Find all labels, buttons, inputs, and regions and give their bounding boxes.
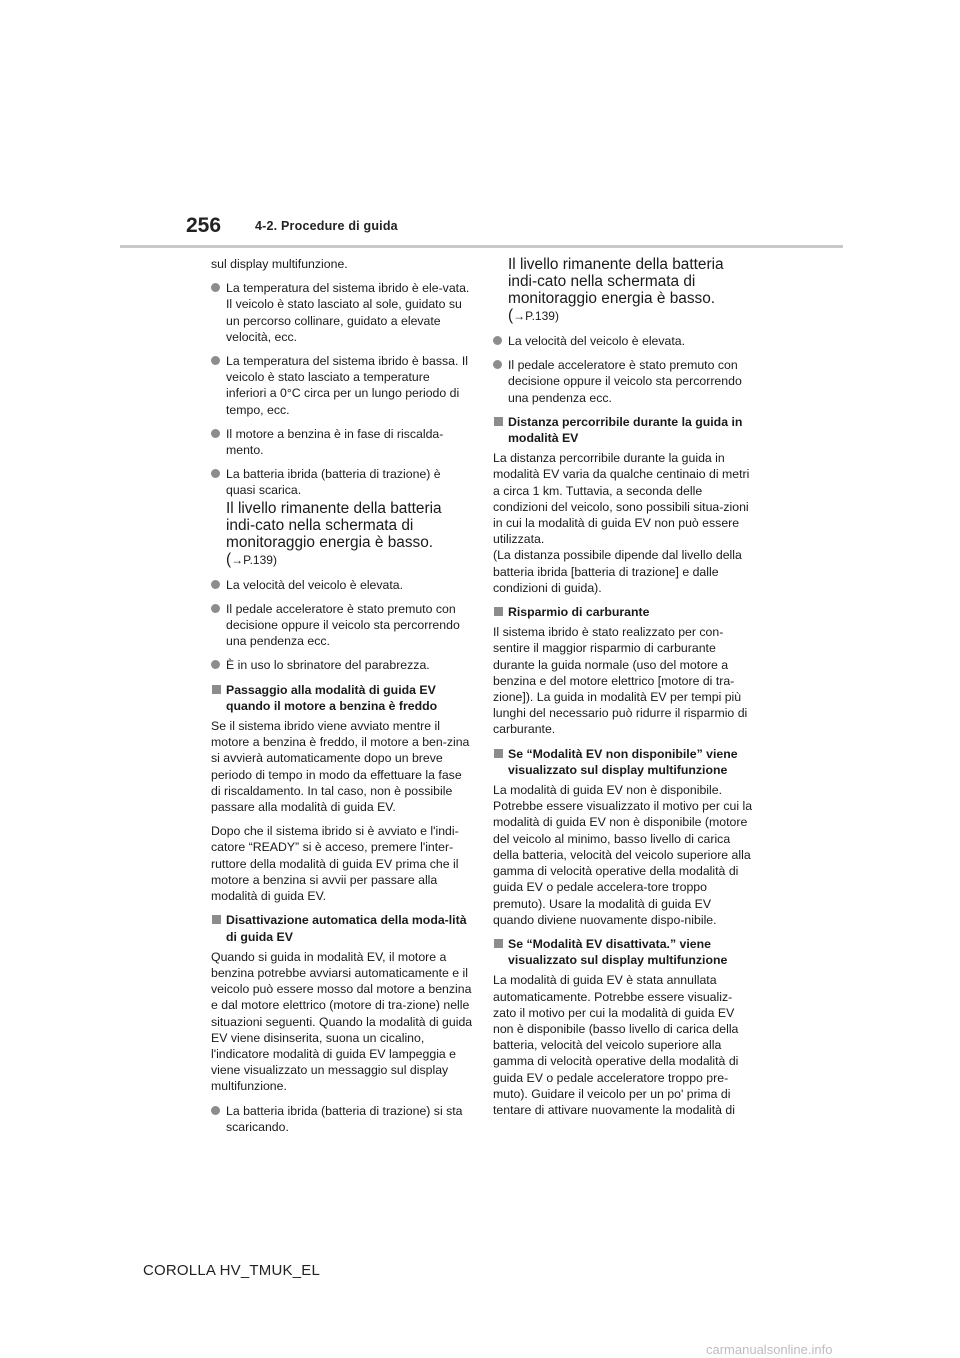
page-number: 256	[186, 214, 222, 237]
battery-level-note: Il livello rimanente della batteria indi-cato nella schermata di monitoraggio energia è basso. (→P.139)	[226, 499, 442, 568]
left-column	[211, 256, 473, 1143]
paragraph: Dopo che il sistema ibrido si è avviato e l'indi-catore “READY” si è acceso, premere l'inter-ruttore della modalità di guida EV prima che il motore a benzina si avvii per passare alla modalità di guida EV.	[211, 824, 459, 904]
square-bullet-icon	[494, 939, 503, 948]
subsection-heading: Risparmio di carburante	[493, 604, 755, 620]
subsection-heading: Distanza percorribile durante la guida in modalità EV	[493, 414, 755, 446]
bullet-item: Il pedale acceleratore è stato premuto con decisione oppure il veicolo sta percorrendo una pendenza ecc.	[493, 357, 755, 406]
square-bullet-icon	[494, 607, 503, 616]
bullet-item: È in uso lo sbrinatore del parabrezza.	[211, 657, 473, 673]
paragraph: La modalità di guida EV non è disponibile. Potrebbe essere visualizzato il motivo per cui la modalità di guida EV non è disponibile (motore del veicolo al minimo, basso livello di carica della batteria, velocità del veicolo superiore alla gamma di velocità operative della modalità di guida EV o pedale accelera-tore troppo premuto). Usare la modalità di guida EV quando diviene nuovamente dispo-nibile.	[493, 783, 753, 927]
square-bullet-icon	[212, 685, 221, 694]
bullet-item: La velocità del veicolo è elevata.	[211, 577, 473, 593]
section-title: 4-2. Procedure di guida	[255, 219, 398, 233]
bullet-item: La temperatura del sistema ibrido è bassa. Il veicolo è stato lasciato a temperature inferiori a 0°C circa per un lungo periodo di tempo, ecc.	[211, 353, 473, 418]
subsection-heading: Se “Modalità EV disattivata.” viene visualizzato sul display multifunzione	[493, 936, 755, 968]
bullet-dot-icon	[211, 580, 220, 589]
square-bullet-icon	[494, 749, 503, 758]
square-bullet-icon	[494, 417, 503, 426]
battery-level-note: Il livello rimanente della batteria indi-cato nella schermata di monitoraggio energia è basso. (→P.139)	[508, 256, 724, 324]
bullet-dot-icon	[211, 604, 220, 613]
bullet-item: La batteria ibrida (batteria di trazione) si sta scaricando.	[211, 1103, 473, 1135]
header-divider	[120, 245, 843, 248]
bullet-dot-icon	[211, 1106, 220, 1115]
watermark-text: carmanualsonline.info	[706, 1342, 833, 1357]
right-column	[493, 256, 755, 1126]
paragraph: Quando si guida in modalità EV, il motore a benzina potrebbe avviarsi automaticamente e il veicolo può essere mosso dal motore a benzina e dal motore elettrico (motore di tra-zione) nelle situazioni seguenti. Quando la modalità di guida EV viene disinserita, suona un cicalino, l'indicatore modalità di guida EV lampeggia e viene visualizzato un messaggio sul display multifunzione.	[211, 949, 473, 1094]
bullet-dot-icon	[211, 283, 220, 292]
bullet-item: La temperatura del sistema ibrido è ele-vata. Il veicolo è stato lasciato al sole, guidato su un percorso collinare, guidato a elevate velocità, ecc.	[211, 280, 473, 345]
page-reference-link[interactable]: →P.139)	[513, 309, 559, 323]
bullet-item: La batteria ibrida (batteria di trazione) è quasi scarica. Il livello rimanente della batteria indi-cato nella schermata di monitoraggio energia è basso. (→P.139)	[211, 466, 473, 568]
bullet-item: La velocità del veicolo è elevata.	[493, 333, 755, 349]
bullet-dot-icon	[211, 469, 220, 478]
page-reference-link[interactable]: →P.139)	[231, 552, 277, 567]
paragraph: Il sistema ibrido è stato realizzato per con-sentire il maggior risparmio di carburante durante la guida normale (uso del motore a benzina e del motore elettrico [motore di tra-zione]). La guida in modalità EV per tempi più lunghi del necessario può ridurre il risparmio di carburante.	[493, 625, 748, 737]
intro-text: sul display multifunzione.	[211, 257, 348, 271]
bullet-dot-icon	[211, 429, 220, 438]
subsection-heading: Passaggio alla modalità di guida EV quando il motore a benzina è freddo	[211, 682, 473, 714]
bullet-dot-icon	[211, 660, 220, 669]
footer-model-code: COROLLA HV_TMUK_EL	[143, 1262, 320, 1279]
bullet-dot-icon	[493, 360, 502, 369]
paragraph: La distanza percorribile durante la guida in modalità EV varia da qualche centinaio di metri a circa 1 km. Tuttavia, a seconda delle condizioni del veicolo, sono possibili situa-zioni in cui la modalità di guida EV non può essere utilizzata. (La distanza possibile dipende dal livello della batteria ibrida [batteria di trazione] e dalle condizioni di guida).	[493, 451, 750, 595]
bullet-dot-icon	[493, 336, 502, 345]
paragraph: La modalità di guida EV è stata annullata automaticamente. Potrebbe essere visualiz-zato il motivo per cui la modalità di guida EV non è disponibile (basso livello di carica della batteria, velocità del veicolo superiore alla gamma di velocità operative della modalità di guida EV o pedale acceleratore troppo pre-muto). Guidare il veicolo per un po' prima di tentare di attivare nuovamente la modalità di	[493, 973, 739, 1117]
subsection-heading: Se “Modalità EV non disponibile” viene visualizzato sul display multifunzione	[493, 746, 755, 778]
bullet-dot-icon	[211, 356, 220, 365]
bullet-item: Il motore a benzina è in fase di riscalda-mento.	[211, 426, 473, 458]
paragraph: Se il sistema ibrido viene avviato mentre il motore a benzina è freddo, il motore a ben-zina si avvierà automaticamente dopo un breve periodo di tempo in modo da effettuare la fase di riscaldamento. In tal caso, non è possibile passare alla modalità di guida EV.	[211, 719, 470, 815]
subsection-heading: Disattivazione automatica della moda-lità di guida EV	[211, 912, 473, 944]
square-bullet-icon	[212, 915, 221, 924]
bullet-item: Il pedale acceleratore è stato premuto con decisione oppure il veicolo sta percorrendo una pendenza ecc.	[211, 601, 473, 650]
